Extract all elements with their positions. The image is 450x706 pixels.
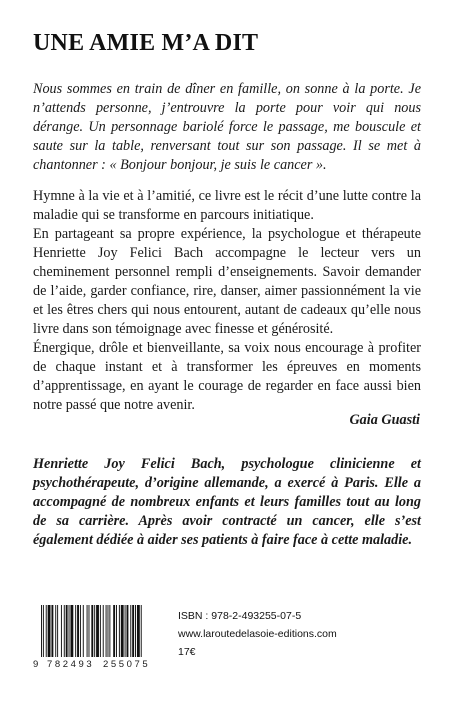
body-paragraph: Énergique, drôle et bienveillante, sa voix nous encourage à profiter de chaque instant et à transformer les épreuves en moments d’apprentissage, en ayant le courage de regarder en face aussi bien notre passé que notre avenir. — [33, 340, 421, 413]
author-bio: Henriette Joy Felici Bach, psychologue clinicienne et psychothérapeute, d’origine allemande, a exercé à Paris. Elle a accompagné de nombreux enfants et leurs familles tout au long de sa carrière. Après avoir contracté un cancer, elle s’est également dédiée à aider ses patients à faire face à cette maladie. — [33, 456, 421, 548]
isbn-text: ISBN : 978-2-493255-07-5 — [178, 610, 302, 622]
body-paragraph: Hymne à la vie et à l’amitié, ce livre est le récit d’une lutte contre la maladie qui se transforme en parcours initiatique. — [33, 188, 421, 223]
book-title: UNE AMIE M’A DIT — [33, 30, 259, 56]
price-text: 17€ — [178, 646, 196, 658]
description-body — [33, 187, 421, 415]
barcode-right-group: 255075 — [103, 659, 151, 670]
body-paragraph: En partageant sa propre expérience, la psychologue et thérapeute Henriette Joy Felici Bach accompagne le lecteur vers un cheminement personnel rempli d’enseignements. Savoir demander de l’aide, garder confiance, rire, danser, aimer passionnément la vie et les êtres chers qui nous entourent, autant de cadeaux qu’elle nous livre dans son témoignage avec finesse et générosité. — [33, 226, 421, 337]
barcode-left-group: 782493 — [47, 659, 95, 670]
intro-quote: Nous sommes en train de dîner en famille, on sonne à la porte. Je n’attends personne, j’entrouvre la porte pour voir qui nous dérange. Un personnage bariolé force le passage, me bouscule et saute sur la table, renversant tout sur son passage. Il se met à chantonner : « Bonjour bonjour, je suis le cancer ». — [33, 81, 421, 173]
barcode — [33, 603, 163, 675]
signature: Gaia Guasti — [349, 412, 420, 428]
barcode-bars — [33, 603, 163, 661]
barcode-first-digit: 9 — [33, 659, 39, 670]
website-link[interactable]: www.laroutedelasoie-editions.com — [178, 628, 337, 640]
